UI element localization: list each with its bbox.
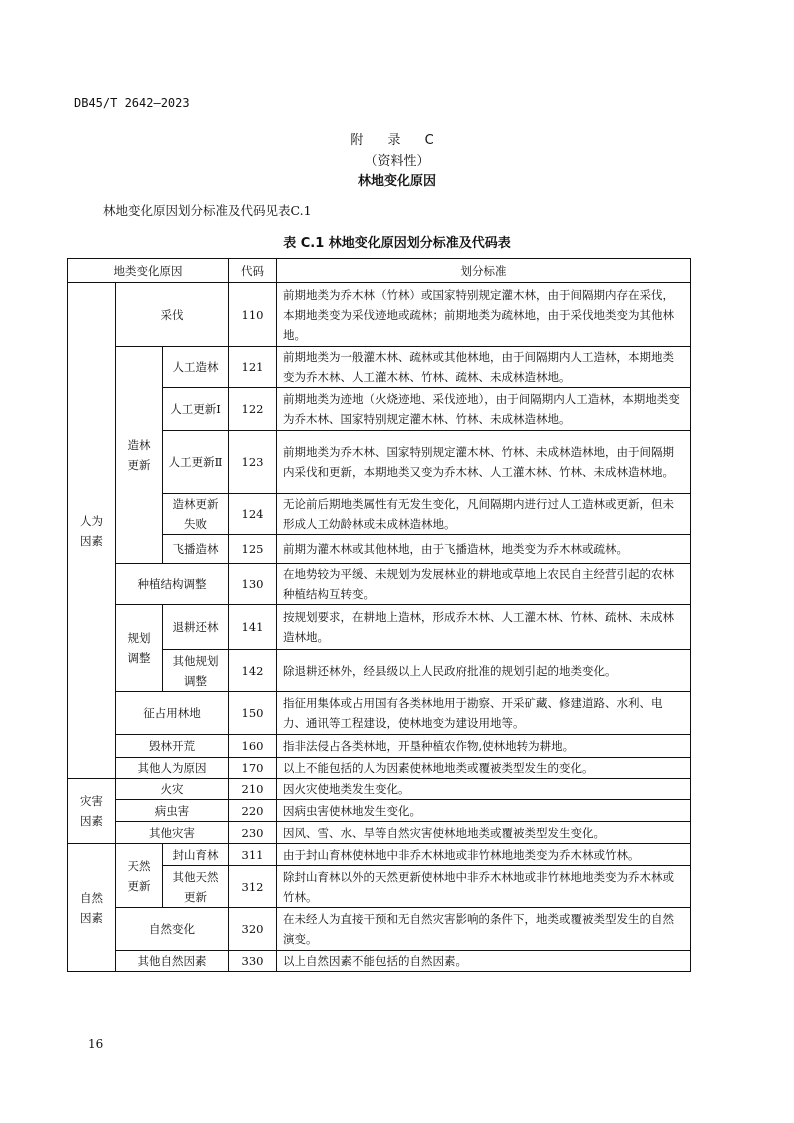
appendix-nature: （资料性） [364, 154, 430, 169]
item-label: 其他天然更新 [163, 866, 229, 908]
item-criteria: 前期地类为乔木林、国家特别规定灌木林、竹林、未成林造林地，由于间隔期内采伐和更新，本期地类又变为乔木林、人工灌木林、竹林、未成林造林地。 [277, 431, 691, 494]
item-code: 122 [229, 388, 277, 431]
table-row [68, 692, 691, 735]
item-criteria: 前期为灌木林或其他林地，由于飞播造林，地类变为乔木林或疏林。 [277, 535, 691, 564]
item-criteria: 前期地类为一般灌木林、疏林或其他林地，由于间隔期内人工造林，本期地类变为乔木林、人工灌木林、竹林、疏林、未成林造林地。 [277, 347, 691, 388]
item-label: 病虫害 [116, 800, 229, 822]
table-row [68, 564, 691, 605]
item-code: 311 [229, 844, 277, 866]
item-criteria: 前期地类为乔木林（竹林）或国家特别规定灌木林，由于间隔期内存在采伐，本期地类变为采伐迹地或疏林；前期地类为疏林地，由于采伐地类变为其他林地。 [277, 283, 691, 347]
header-reason: 地类变化原因 [68, 259, 229, 283]
item-criteria: 无论前后期地类属性有无发生变化，凡间隔期内进行过人工造林或更新，但未形成人工幼龄林或未成林造林地。 [277, 494, 691, 535]
item-code: 220 [229, 800, 277, 822]
group-label: 灾害因素 [68, 779, 116, 844]
item-label: 人工更新Ⅱ [163, 431, 229, 494]
item-code: 130 [229, 564, 277, 605]
item-code: 160 [229, 735, 277, 758]
item-code: 110 [229, 283, 277, 347]
item-criteria: 以上不能包括的人为因素使林地地类或覆被类型发生的变化。 [277, 758, 691, 779]
item-code: 125 [229, 535, 277, 564]
classification-table [67, 258, 691, 972]
item-criteria: 以上自然因素不能包括的自然因素。 [277, 951, 691, 972]
table-caption: 表 C.1 林地变化原因划分标准及代码表 [283, 236, 511, 251]
subgroup-label: 天然更新 [116, 844, 163, 908]
item-code: 124 [229, 494, 277, 535]
item-code: 142 [229, 650, 277, 692]
document-header: DB45/T 2642—2023 [74, 96, 190, 110]
item-code: 312 [229, 866, 277, 908]
item-label: 征占用林地 [116, 692, 229, 735]
item-criteria: 按规划要求，在耕地上造林，形成乔木林、人工灌木林、竹林、疏林、未成林造林地。 [277, 605, 691, 650]
item-label: 其他规划调整 [163, 650, 229, 692]
subgroup-label: 规划调整 [116, 605, 163, 692]
item-label: 退耕还林 [163, 605, 229, 650]
table-row [68, 844, 691, 866]
item-criteria: 前期地类为迹地（火烧迹地、采伐迹地），由于间隔期内人工造林，本期地类变为乔木林、国家特别规定灌木林、竹林、未成林造林地。 [277, 388, 691, 431]
item-criteria: 除封山育林以外的天然更新使林地中非乔木林地或非竹林地地类变为乔木林或竹林。 [277, 866, 691, 908]
item-label: 毁林开荒 [116, 735, 229, 758]
item-label: 其他灾害 [116, 822, 229, 844]
header-criteria: 划分标准 [277, 259, 691, 283]
item-label: 封山育林 [163, 844, 229, 866]
item-code: 150 [229, 692, 277, 735]
table-row [68, 735, 691, 758]
item-label: 种植结构调整 [116, 564, 229, 605]
item-criteria: 除退耕还林外，经县级以上人民政府批准的规划引起的地类变化。 [277, 650, 691, 692]
subgroup-label: 造林更新 [116, 347, 163, 564]
item-label: 采伐 [116, 283, 229, 347]
item-criteria: 在未经人为直接干预和无自然灾害影响的条件下，地类或覆被类型发生的自然演变。 [277, 908, 691, 951]
item-criteria: 指非法侵占各类林地，开垦种植农作物,使林地转为耕地。 [277, 735, 691, 758]
item-label: 人工更新Ⅰ [163, 388, 229, 431]
appendix-name: 林地变化原因 [357, 174, 436, 189]
table-row [68, 908, 691, 951]
table-row [68, 283, 691, 347]
item-code: 121 [229, 347, 277, 388]
item-criteria: 因风、雪、水、旱等自然灾害使林地地类或覆被类型发生变化。 [277, 822, 691, 844]
item-label: 自然变化 [116, 908, 229, 951]
table-row [68, 800, 691, 822]
table-row [68, 951, 691, 972]
table-row [68, 605, 691, 650]
page-number: 16 [88, 1037, 104, 1051]
group-label: 人为因素 [68, 283, 116, 779]
item-code: 141 [229, 605, 277, 650]
item-label: 其他自然因素 [116, 951, 229, 972]
table-row [68, 347, 691, 388]
item-code: 210 [229, 779, 277, 800]
item-criteria: 因病虫害使林地发生变化。 [277, 800, 691, 822]
item-code: 330 [229, 951, 277, 972]
item-code: 123 [229, 431, 277, 494]
header-code: 代码 [229, 259, 277, 283]
item-criteria: 因火灾使地类发生变化。 [277, 779, 691, 800]
table-row [68, 779, 691, 800]
intro-text: 林地变化原因划分标准及代码见表C.1 [103, 203, 312, 218]
appendix-title: 附 录 C [350, 133, 444, 148]
item-label: 飞播造林 [163, 535, 229, 564]
item-criteria: 在地势较为平缓、未规划为发展林业的耕地或草地上农民自主经营引起的农林种植结构互转变。 [277, 564, 691, 605]
item-label: 人工造林 [163, 347, 229, 388]
item-criteria: 指征用集体或占用国有各类林地用于勘察、开采矿藏、修建道路、水利、电力、通讯等工程建设，使林地变为建设用地等。 [277, 692, 691, 735]
table-row [68, 822, 691, 844]
item-code: 320 [229, 908, 277, 951]
group-label: 自然因素 [68, 844, 116, 972]
item-code: 170 [229, 758, 277, 779]
item-code: 230 [229, 822, 277, 844]
item-criteria: 由于封山育林使林地中非乔木林地或非竹林地地类变为乔木林或竹林。 [277, 844, 691, 866]
item-label: 火灾 [116, 779, 229, 800]
table-header-row [68, 259, 691, 283]
table-row [68, 758, 691, 779]
item-label: 造林更新失败 [163, 494, 229, 535]
item-label: 其他人为原因 [116, 758, 229, 779]
